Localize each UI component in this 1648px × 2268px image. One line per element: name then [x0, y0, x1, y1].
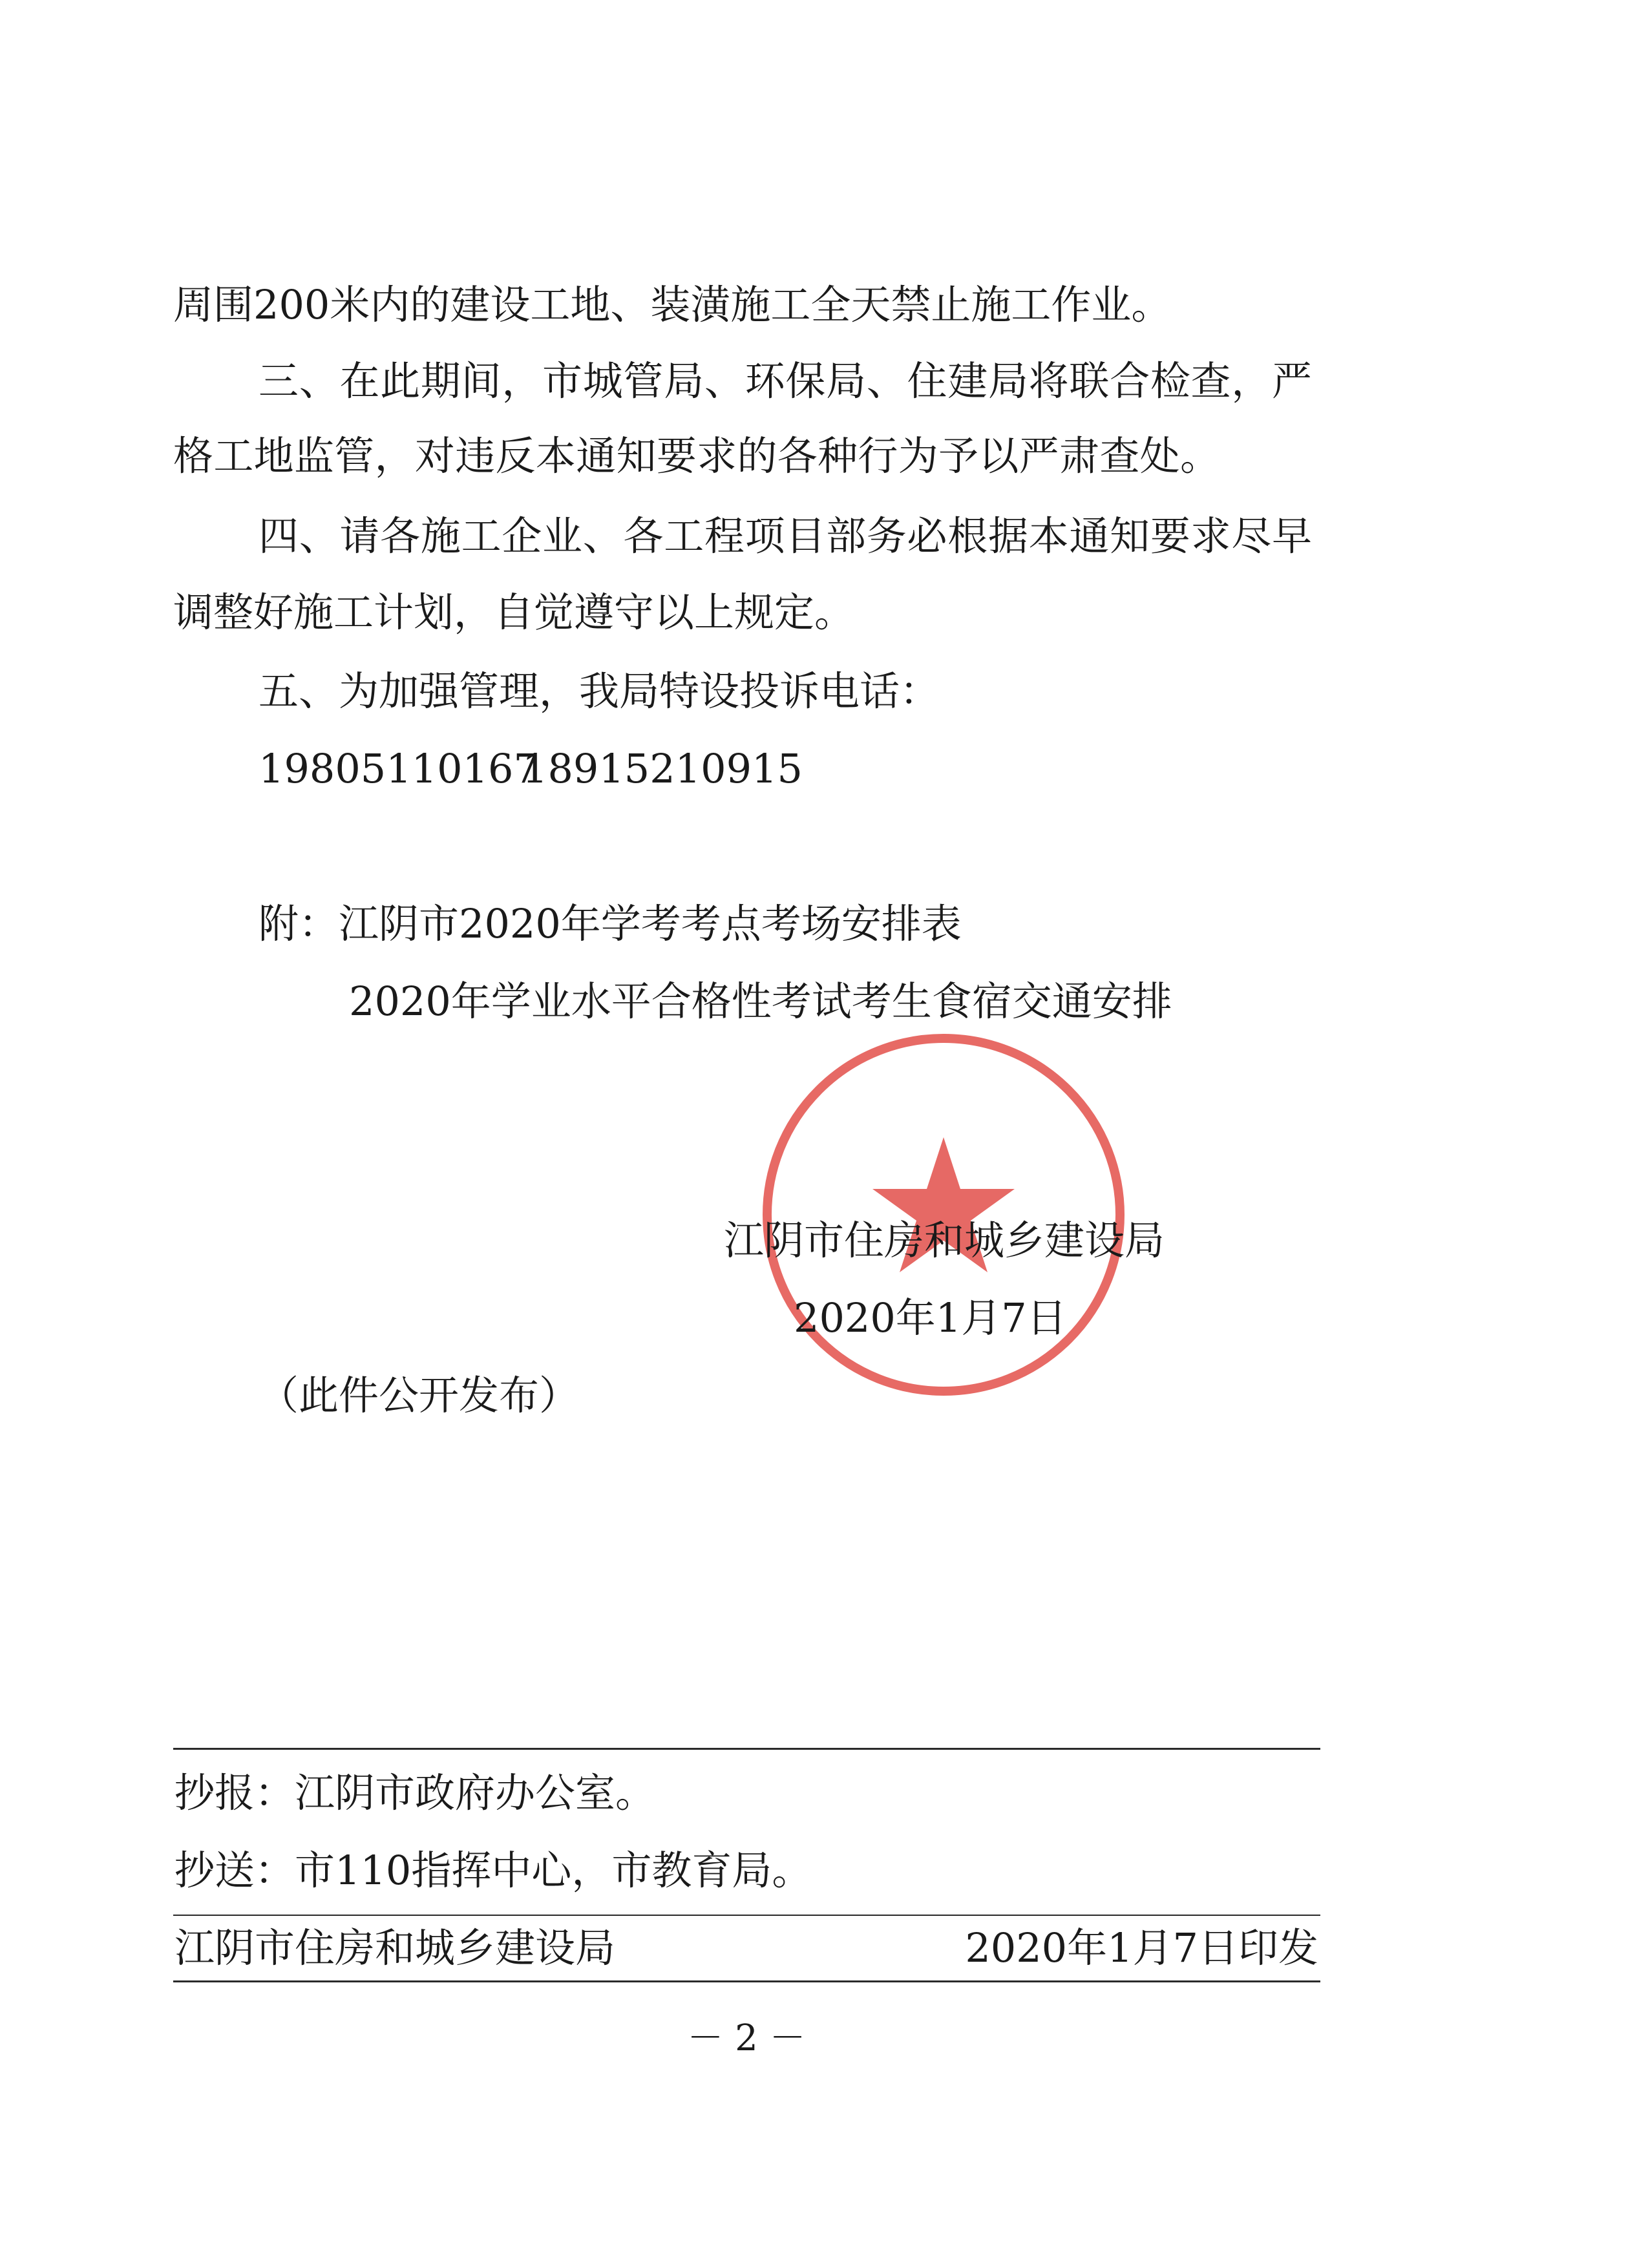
footer-middle-rule	[173, 1915, 1320, 1916]
attachment-2: 2020年学业水平合格性考试考生食宿交通安排	[349, 978, 1172, 1025]
issuing-office: 江阴市住房和城乡建设局	[174, 1924, 616, 1971]
issue-date: 2020年1月7日印发	[965, 1924, 1318, 1971]
cc-send: 抄送：市110指挥中心，市教育局。	[174, 1847, 812, 1894]
footer-top-rule	[173, 1748, 1320, 1750]
item-3-line-1: 三、在此期间，市城管局、环保局、住建局将联合检查，严	[259, 357, 1312, 404]
cc-report: 抄报：江阴市政府办公室。	[174, 1769, 656, 1816]
attachment-1: 附：江阴市2020年学考考点考场安排表	[259, 900, 962, 947]
item-4-line-1: 四、请各施工企业、各工程项目部务必根据本通知要求尽早	[259, 512, 1312, 560]
footer-bottom-rule	[173, 1980, 1320, 1982]
item-4-line-2: 调整好施工计划，自觉遵守以上规定。	[173, 589, 855, 636]
item-5-line: 五、为加强管理，我局特设投诉电话：	[259, 667, 940, 715]
complaint-phone-1: 19805110167	[259, 745, 539, 792]
body-line-1: 周围200米内的建设工地、装潢施工全天禁止施工作业。	[173, 281, 1172, 328]
signature-org: 江阴市住房和城乡建设局	[724, 1217, 1165, 1264]
complaint-phone-2: 18915210915	[522, 745, 803, 792]
page-number: － 2 －	[687, 2017, 806, 2059]
publication-note: （此件公开发布）	[259, 1372, 580, 1419]
signature-date: 2020年1月7日	[794, 1294, 1067, 1341]
item-3-line-2: 格工地监管，对违反本通知要求的各种行为予以严肃查处。	[173, 432, 1220, 479]
